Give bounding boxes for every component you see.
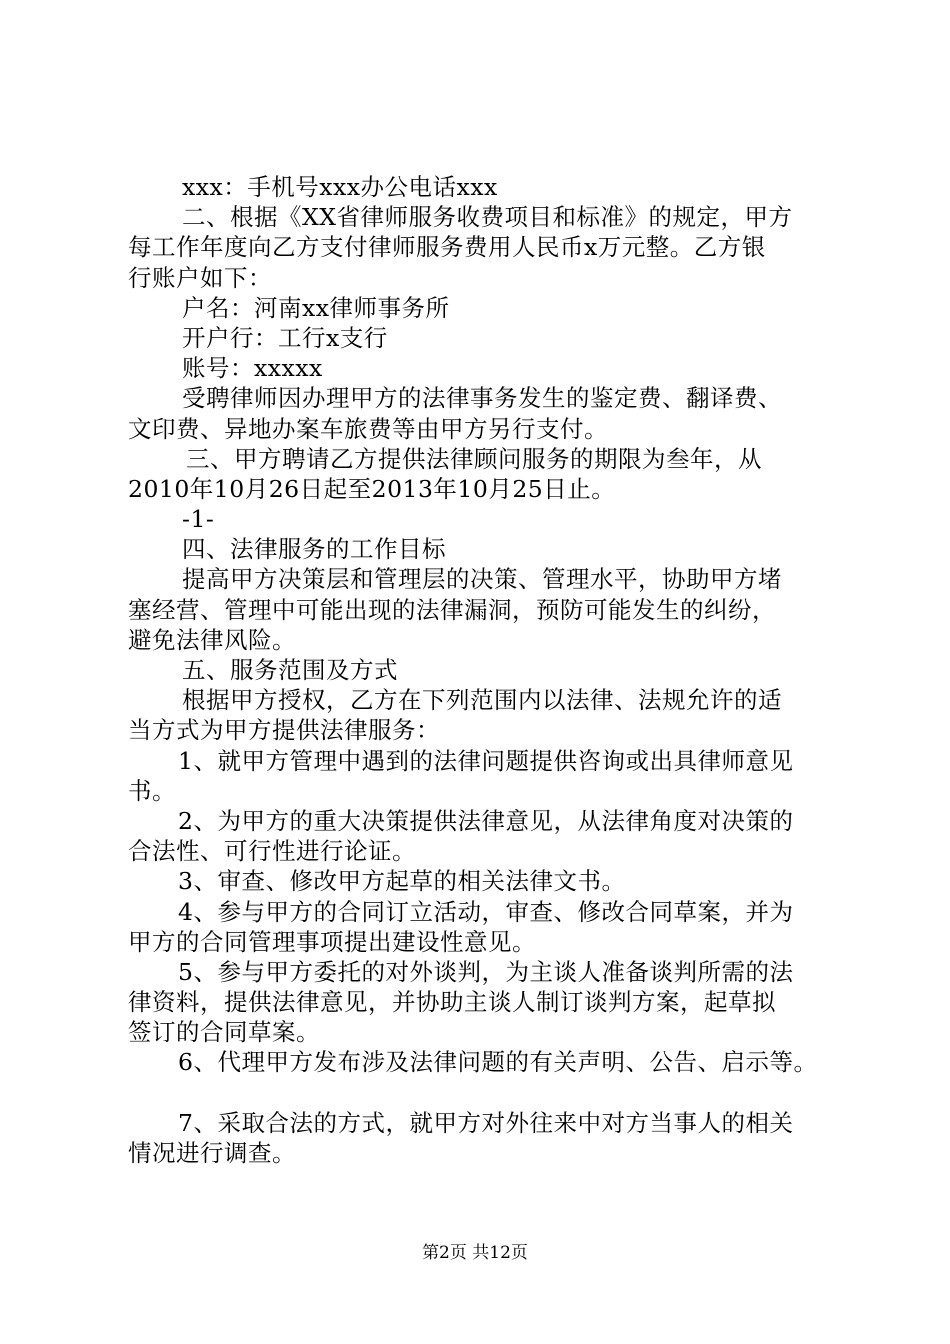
list-item-line: 5、参与甲方委托的对外谈判，为主谈人准备谈判所需的法 bbox=[178, 957, 794, 986]
blank-line bbox=[128, 1078, 840, 1108]
list-item-line: 7、采取合法的方式，就甲方对外往来中对方当事人的相关 bbox=[178, 1108, 794, 1137]
list-item-line: 签订的合同草案。 bbox=[128, 1018, 320, 1047]
section-heading: 四、法律服务的工作目标 bbox=[182, 535, 446, 564]
list-item-line: 情况进行调查。 bbox=[128, 1138, 296, 1167]
paragraph-line: 三、甲方聘请乙方提供法律顾问服务的期限为叁年，从 bbox=[186, 444, 762, 473]
document-body bbox=[128, 172, 840, 1168]
list-item-line: 甲方的合同管理事项提出建设性意见。 bbox=[128, 927, 536, 956]
paragraph-line: 受聘律师因办理甲方的法律事务发生的鉴定费、翻译费、 bbox=[182, 384, 782, 413]
list-item-line: 4、参与甲方的合同订立活动，审查、修改合同草案，并为 bbox=[178, 897, 794, 926]
paragraph-line: 二、根据《XX省律师服务收费项目和标准》的规定，甲方 bbox=[182, 203, 793, 232]
paragraph-line: 提高甲方决策层和管理层的决策、管理水平，协助甲方堵 bbox=[182, 565, 782, 594]
list-item-line: 1、就甲方管理中遇到的法律问题提供咨询或出具律师意见 bbox=[178, 746, 794, 775]
contact-line: xxx：手机号xxx办公电话xxx bbox=[182, 173, 498, 201]
inline-page-marker: -1- bbox=[182, 505, 215, 534]
bank-line: 开户行：工行x支行 bbox=[182, 323, 388, 352]
page-footer: 第2页 共12页 bbox=[422, 1243, 528, 1263]
paragraph-line: 当方式为甲方提供法律服务： bbox=[128, 716, 440, 745]
list-item-line: 3、审查、修改甲方起草的相关法律文书。 bbox=[178, 867, 626, 896]
list-item-line: 书。 bbox=[128, 776, 176, 805]
section-heading: 五、服务范围及方式 bbox=[182, 656, 398, 684]
paragraph-line: 根据甲方授权，乙方在下列范围内以法律、法规允许的适 bbox=[182, 686, 782, 715]
paragraph-line: 2010年10月26日起至2013年10月25日止。 bbox=[128, 474, 616, 503]
list-item-line: 6、代理甲方发布涉及法律问题的有关声明、公告、启示等。 bbox=[178, 1048, 818, 1077]
paragraph-line: 每工作年度向乙方支付律师服务费用人民币x万元整。乙方银 bbox=[128, 233, 766, 262]
paragraph-line: 行账户如下： bbox=[128, 263, 272, 292]
paragraph-line: 文印费、异地办案车旅费等由甲方另行支付。 bbox=[128, 414, 608, 443]
paragraph-line: 塞经营、管理中可能出现的法律漏洞，预防可能发生的纠纷， bbox=[128, 595, 776, 624]
list-item-line: 2、为甲方的重大决策提供法律意见，从法律角度对决策的 bbox=[178, 806, 794, 835]
account-name-line: 户名：河南xx律师事务所 bbox=[182, 293, 450, 322]
paragraph-line: 避免法律风险。 bbox=[128, 625, 296, 654]
list-item-line: 合法性、可行性进行论证。 bbox=[128, 837, 416, 866]
list-item-line: 律资料，提供法律意见，并协助主谈人制订谈判方案，起草拟 bbox=[128, 988, 776, 1017]
account-number-line: 账号：xxxxx bbox=[182, 354, 323, 383]
